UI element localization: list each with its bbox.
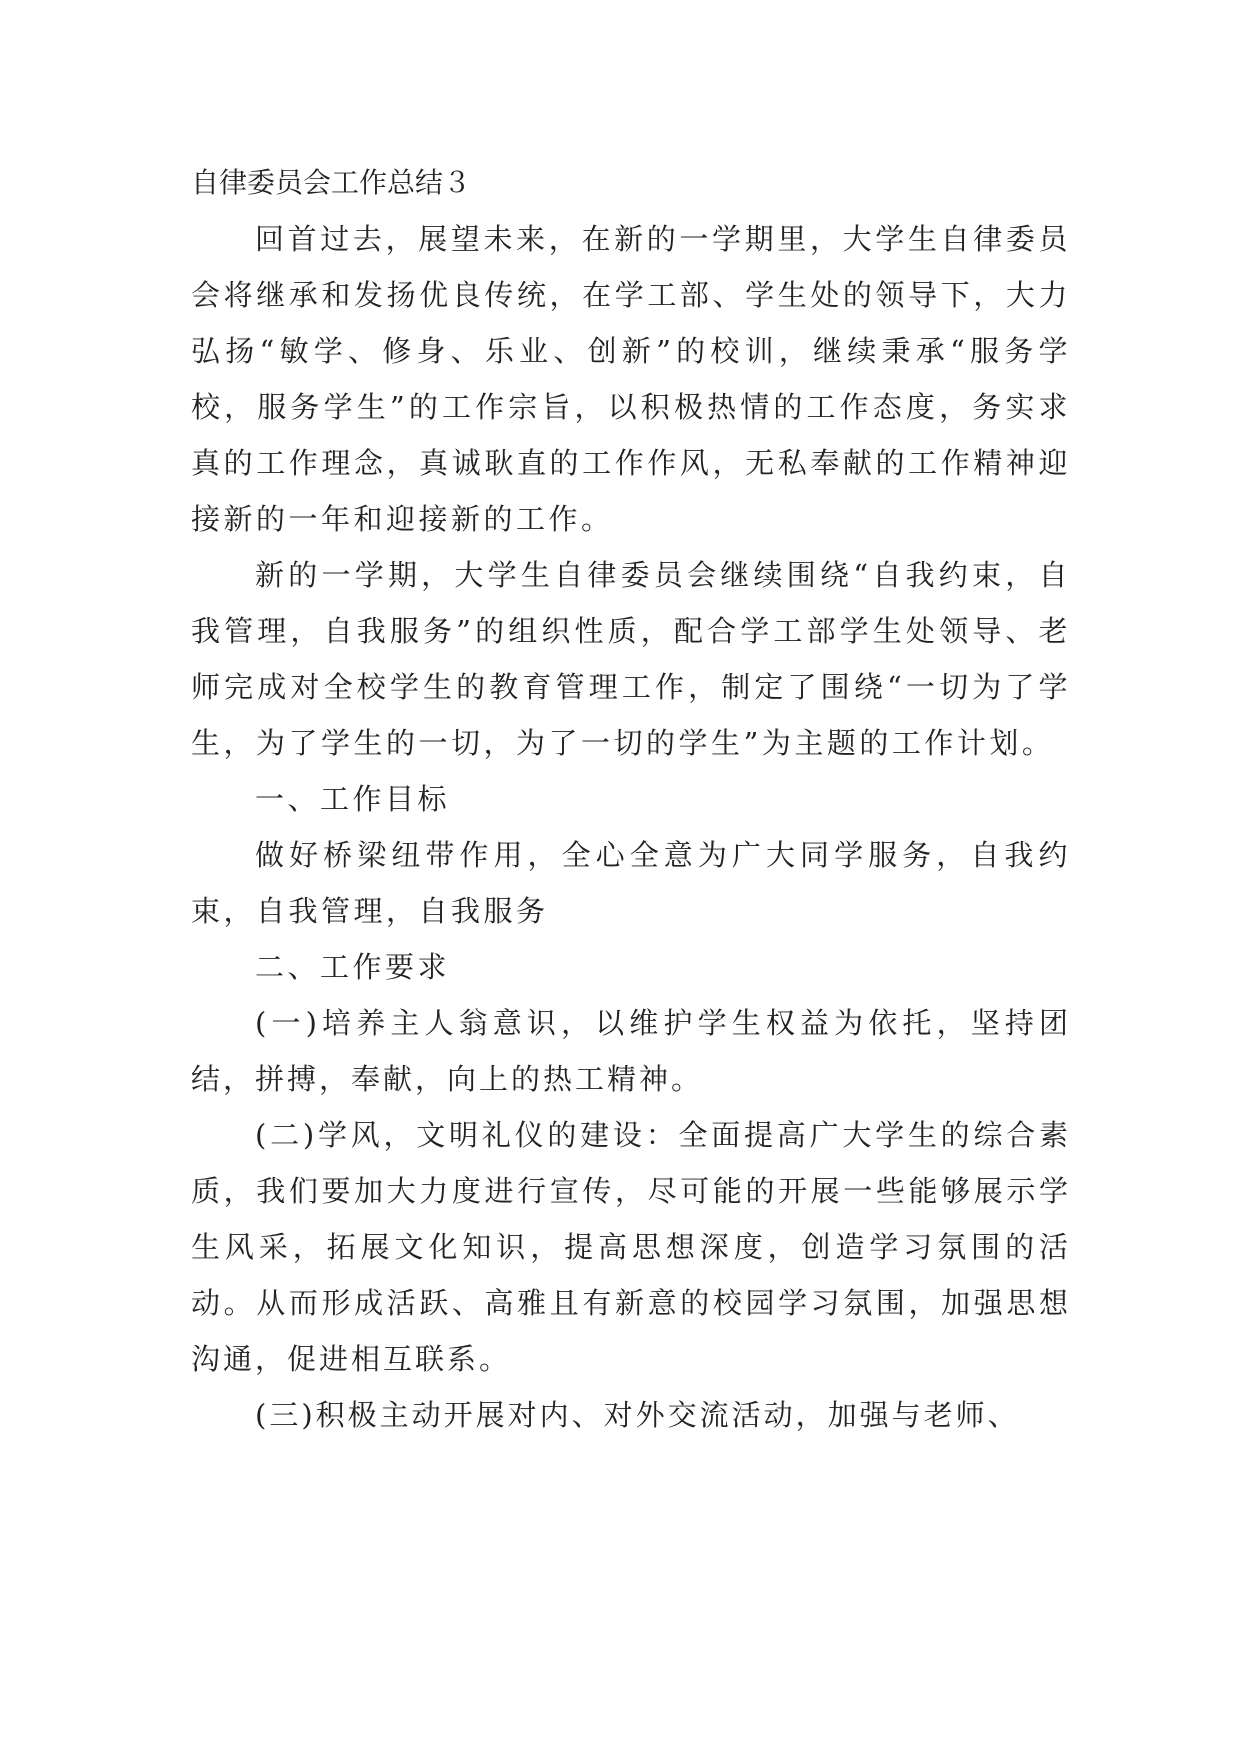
paragraph-requirement-2: (二)学风，文明礼仪的建设：全面提高广大学生的综合素质，我们要加大力度进行宣传，尽可能的开展一些能够展示学生风采，拓展文化知识，提高思想深度，创造学习氛围的活动。从而形成活跃、高雅且有新意的校园学习氛围，加强思想沟通，促进相互联系。: [191, 1118, 1071, 1376]
section-heading-requirements: 二、工作要求: [255, 950, 451, 984]
paragraph-requirement-1: (一)培养主人翁意识，以维护学生权益为依托，坚持团结，拼搏，奉献，向上的热工精神。: [191, 1006, 1071, 1096]
document-body: [191, 155, 1071, 1443]
paragraph-intro: 回首过去，展望未来，在新的一学期里，大学生自律委员会将继承和发扬优良传统，在学工部、学生处的领导下，大力弘扬“敏学、修身、乐业、创新”的校训，继续秉承“服务学校，服务学生”的工作宗旨，以积极热情的工作态度，务实求真的工作理念，真诚耿直的工作作风，无私奉献的工作精神迎接新的一年和迎接新的工作。: [191, 222, 1071, 536]
section-heading-goals: 一、工作目标: [255, 782, 451, 816]
paragraph-requirement-3: (三)积极主动开展对内、对外交流活动，加强与老师、: [255, 1398, 1020, 1432]
paragraph-goals: 做好桥梁纽带作用，全心全意为广大同学服务，自我约束，自我管理，自我服务: [191, 838, 1071, 928]
document-title: 自律委员会工作总结３: [191, 166, 472, 199]
paragraph-plan: 新的一学期，大学生自律委员会继续围绕“自我约束，自我管理，自我服务”的组织性质，配合学工部学生处领导、老师完成对全校学生的教育管理工作，制定了围绕“一切为了学生，为了学生的一切，为了一切的学生”为主题的工作计划。: [191, 558, 1071, 760]
